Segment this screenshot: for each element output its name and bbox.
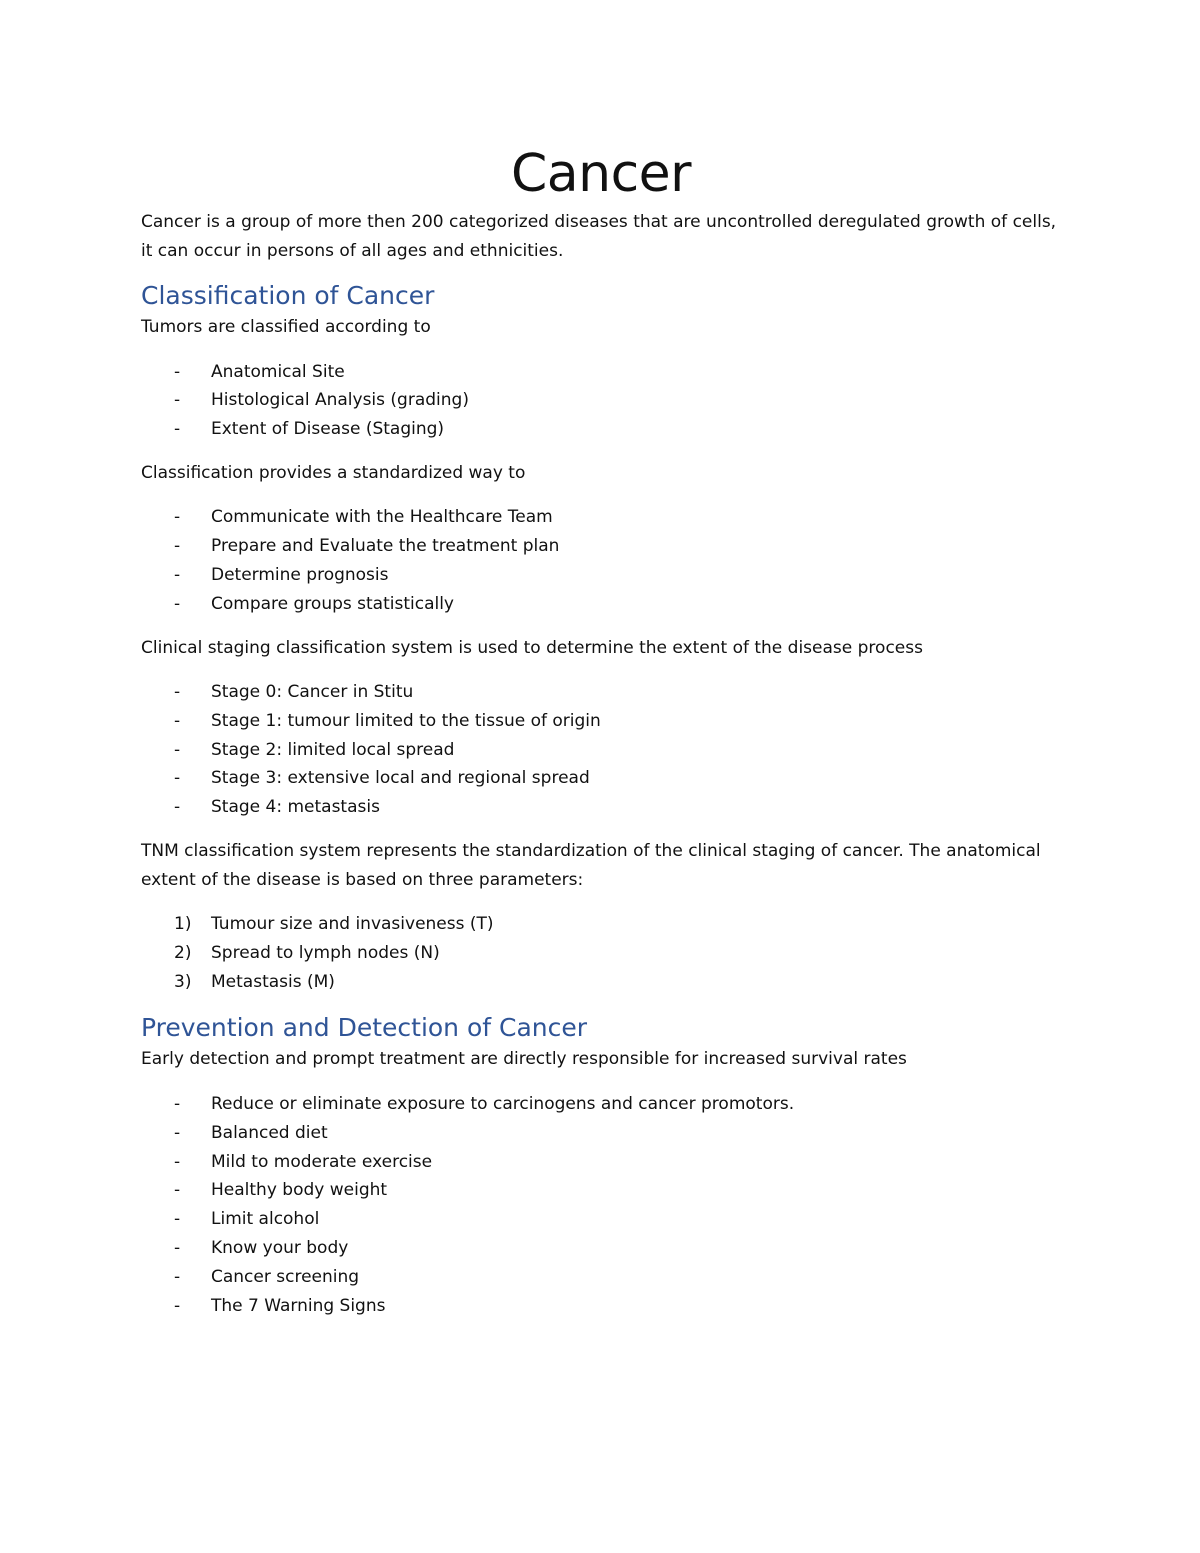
- dash-bullet: -: [174, 768, 181, 789]
- dash-bullet: -: [174, 419, 181, 440]
- dash-bullet: -: [174, 710, 181, 731]
- dash-bullet: -: [174, 1209, 181, 1230]
- dash-bullet: -: [174, 1266, 181, 1287]
- dash-bullet: -: [174, 1151, 181, 1172]
- paragraph-tnm: TNM classification system represents the standardization of the clinical staging of cancer. The anatomical extent of the disease is based on three parameters:: [141, 841, 1041, 890]
- list-item: - Limit alcohol: [141, 1205, 1061, 1234]
- intro-paragraph: Cancer is a group of more then 200 categorized diseases that are uncontrolled deregulated growth of cells, it can occur in persons of all ages and ethnicities.: [141, 212, 1057, 261]
- list-item: - Prepare and Evaluate the treatment plan: [141, 532, 1061, 561]
- list-item: - Mild to moderate exercise: [141, 1148, 1061, 1177]
- dash-bullet: -: [174, 797, 181, 818]
- paragraph-classification-provides: Classification provides a standardized way to: [141, 462, 526, 483]
- list-number: 2): [174, 942, 192, 963]
- list-tnm-parameters: [141, 910, 1061, 996]
- section-heading-classification: Classification of Cancer: [141, 281, 435, 310]
- list-item: - Stage 0: Cancer in Stitu: [141, 678, 1061, 707]
- dash-bullet: -: [174, 361, 181, 382]
- dash-bullet: -: [174, 593, 181, 614]
- list-classification-criteria: [141, 358, 1061, 444]
- page-title: Cancer: [510, 144, 692, 204]
- dash-bullet: -: [174, 1180, 181, 1201]
- list-item: 1) Tumour size and invasiveness (T): [141, 910, 1061, 939]
- dash-bullet: -: [174, 682, 181, 703]
- list-item: - Healthy body weight: [141, 1176, 1061, 1205]
- dash-bullet: -: [174, 390, 181, 411]
- list-item: - Balanced diet: [141, 1119, 1061, 1148]
- list-item: - Compare groups statistically: [141, 590, 1061, 619]
- list-item: - Communicate with the Healthcare Team: [141, 503, 1061, 532]
- list-classification-purposes: [141, 503, 1061, 618]
- paragraph-early-detection: Early detection and prompt treatment are directly responsible for increased survival rates: [141, 1049, 907, 1070]
- list-number: 3): [174, 971, 192, 992]
- dash-bullet: -: [174, 564, 181, 585]
- dash-bullet: -: [174, 1122, 181, 1143]
- list-item: - Histological Analysis (grading): [141, 386, 1061, 415]
- list-item: - Extent of Disease (Staging): [141, 415, 1061, 444]
- list-item: - Determine prognosis: [141, 561, 1061, 590]
- list-prevention-measures: [141, 1090, 1061, 1320]
- dash-bullet: -: [174, 739, 181, 760]
- list-item: 3) Metastasis (M): [141, 968, 1061, 997]
- dash-bullet: -: [174, 1237, 181, 1258]
- list-item: - Anatomical Site: [141, 358, 1061, 387]
- section-heading-prevention: Prevention and Detection of Cancer: [141, 1013, 588, 1043]
- list-item: - Reduce or eliminate exposure to carcinogens and cancer promotors.: [141, 1090, 1061, 1119]
- list-item: - Stage 3: extensive local and regional spread: [141, 764, 1061, 793]
- list-item: 2) Spread to lymph nodes (N): [141, 939, 1061, 968]
- list-item: - Stage 1: tumour limited to the tissue of origin: [141, 707, 1061, 736]
- list-item: - Stage 4: metastasis: [141, 793, 1061, 822]
- dash-bullet: -: [174, 536, 181, 557]
- paragraph-tumors-classified: Tumors are classified according to: [141, 317, 431, 337]
- list-item: - Know your body: [141, 1234, 1061, 1263]
- list-stages: [141, 678, 1061, 822]
- dash-bullet: -: [174, 1093, 181, 1114]
- dash-bullet: -: [174, 1295, 181, 1316]
- document-page: [141, 140, 1061, 1335]
- list-item: - Cancer screening: [141, 1263, 1061, 1292]
- dash-bullet: -: [174, 507, 181, 528]
- list-item: - The 7 Warning Signs: [141, 1292, 1061, 1321]
- paragraph-clinical-staging: Clinical staging classification system is used to determine the extent of the disease process: [141, 637, 923, 658]
- list-number: 1): [174, 914, 192, 935]
- list-item: - Stage 2: limited local spread: [141, 736, 1061, 765]
